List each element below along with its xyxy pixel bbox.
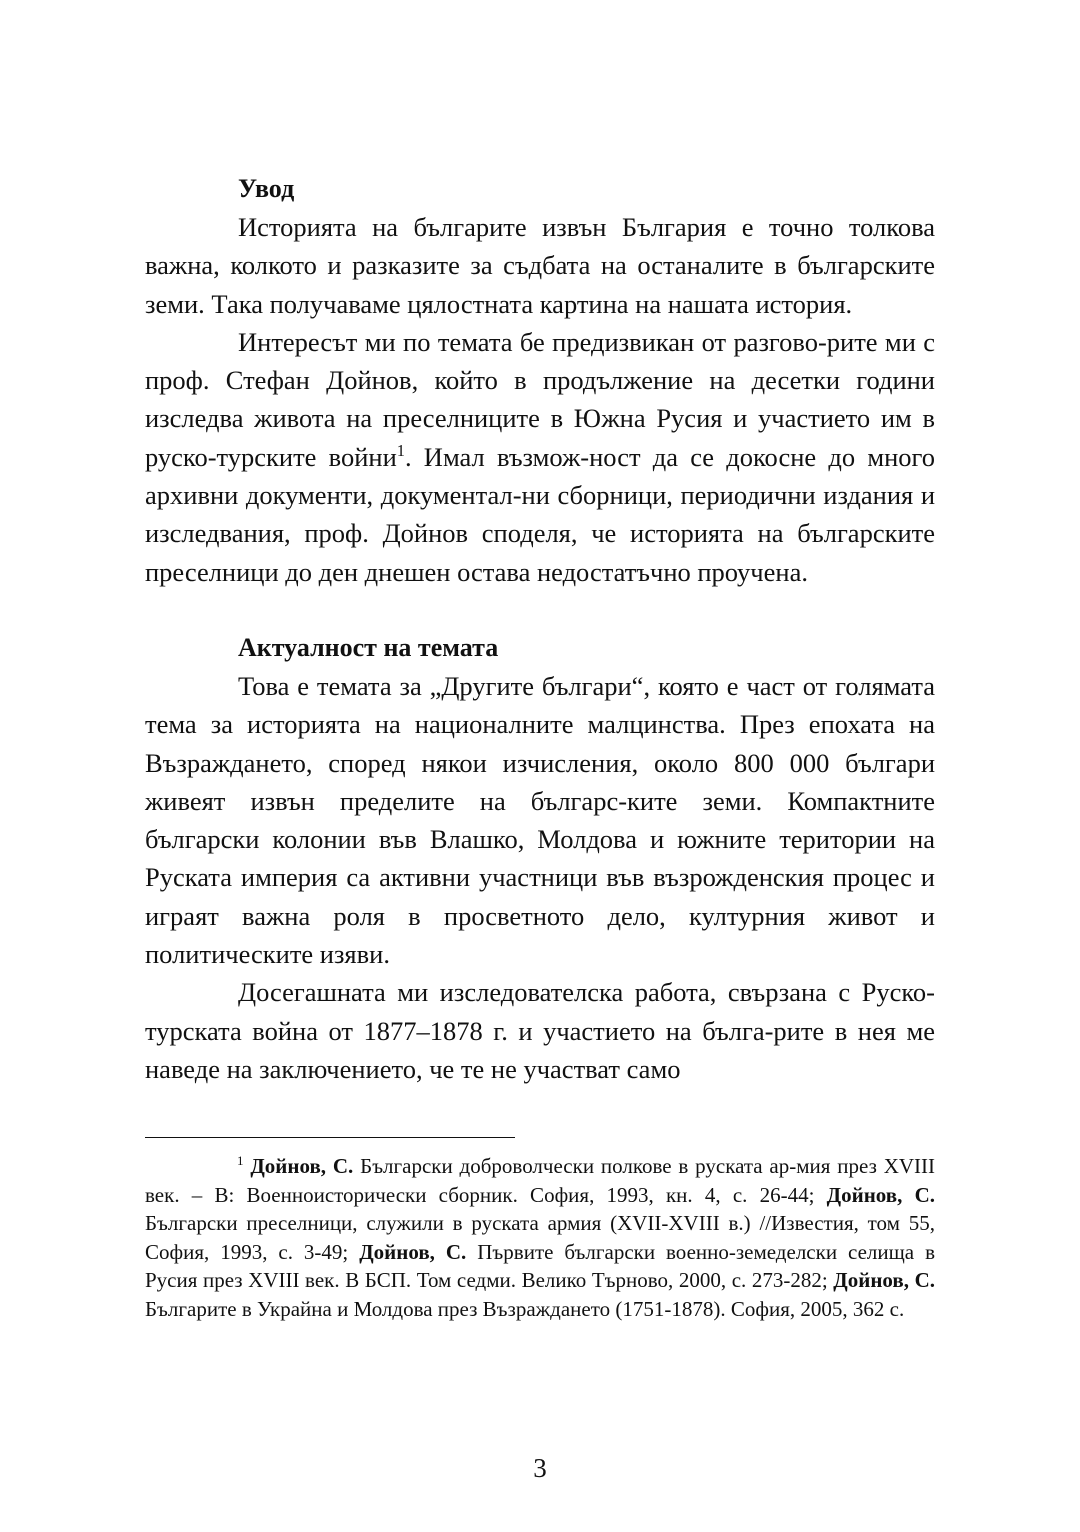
footnote-author: Дойнов, С. [250, 1154, 354, 1178]
footnote-author: Дойнов, С. [833, 1268, 935, 1293]
intro-paragraph-2-text: Интересът ми по темата бе предизвикан от разгово-рите ми с проф. Стефан Дойнов, който в продължение на десетки години изследва живота на преселниците в Южна Русия и участието им в руско-турските войни [145, 326, 935, 472]
relevance-heading: Актуалност на темата [238, 632, 499, 662]
intro-paragraph-2 [145, 323, 935, 591]
page-number: 3 [533, 1453, 547, 1483]
intro-heading: Увод [238, 174, 295, 203]
footnote-citation: Първите български военно-земеделски селища в Русия през XVIII век. В БСП. Том седми. Велико Търново, 2000, с. 273-282; [145, 1239, 935, 1293]
footnote-marker: 1 [237, 1153, 244, 1168]
relevance-paragraph-1: Това е темата за „Другите българи“, която е част от голямата тема за историята на националните малцинства. През епохата на Възраждането, според някои изчисления, около 800 000 българи живеят извън пределите на българс-ките земи. Компактните български колонии във Влашко, Молдова и южните територии на Руската империя са активни участници във възрожденския процес и играят важна роля в просветното дело, културния живот и политическите изяви. [145, 670, 935, 970]
footnote-1 [145, 1152, 935, 1324]
footnote-author: Дойнов, С. [359, 1239, 467, 1264]
intro-paragraph-2-text-end: . Имал възмож-ност да се докосне до много архивни документи, документал-ни сборници, периодични издания и изследвания, проф. Дойнов споделя, че историята на българските преселници до ден днешен остава недостатъчно проучена. [145, 441, 935, 587]
footnotes [145, 1152, 935, 1324]
footnote-citation: Български доброволчески полкове в руската ар-мия през XVIII век. – В: Военноисторически сборник. София, 1993, кн. 4, с. 26-44; [145, 1154, 936, 1207]
relevance-paragraph-2: Досегашната ми изследователска работа, свързана с Руско-турската война от 1877–1878 г. и участието на бълга-рите в нея ме наведе на заключението, че те не участват само [145, 977, 935, 1084]
footnote-citation: Български преселници, служили в руската армия (XVII-XVIII в.) //Известия, том 55, София, 1993, с. 3-49; [145, 1211, 935, 1264]
section-gap [145, 591, 935, 629]
footnote-divider [145, 1137, 515, 1138]
page-body [145, 170, 935, 1088]
footnote-citation: Българите в Украйна и Молдова през Възраждането (1751-1878). София, 2005, 362 с. [145, 1296, 905, 1321]
footnote-reference: 1 [396, 440, 405, 460]
intro-paragraph-1: Историята на българите извън България е точно толкова важна, колкото и разказите за съдбата на останалите в българските земи. Така получаваме цялостната картина на нашата история. [145, 212, 935, 319]
footnote-author: Дойнов, С. [826, 1182, 935, 1207]
